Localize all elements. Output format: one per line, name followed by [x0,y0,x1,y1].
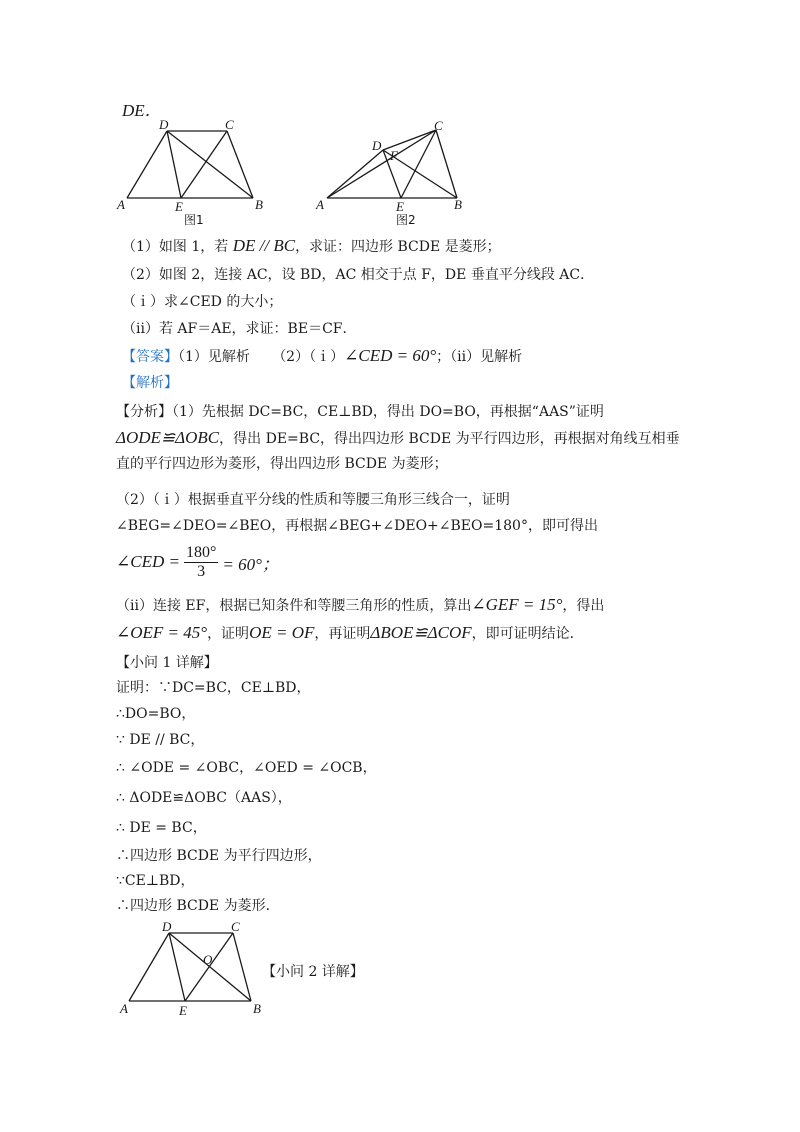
detail-2-tag: 【小问 2 详解】 [262,964,364,980]
fig2-segment-AC [327,130,436,198]
fig3-label-E: E [179,1003,187,1018]
fig1-segment-EC [181,131,227,198]
analysis-line-8-math-2: OE = OF [249,623,315,642]
detail-1-line: ∴四边形 BCDE 为菱形． [116,898,280,914]
fig3-segment-DB [169,933,251,1001]
detail-1-line: ∴ ΔODE≌ΔOBC（AAS）， [116,790,292,806]
fig2-label-F: F [390,148,398,163]
analysis-line-7-math: ∠GEF = 15° [471,595,563,614]
fraction-numerator: 180° [185,543,217,561]
analysis-line-6 [116,540,279,584]
detail-1-line: ∵CE⊥BD， [116,873,195,889]
fraction [184,544,218,581]
analysis-line-7-text: （ii）连接 EF，根据已知条件和等腰三角形的性质，算出 [116,598,472,614]
analysis-line-3: 直的平行四边形为菱形，得出四边形 BCDE 为菱形； [116,456,448,472]
fig2-caption: 图2 [396,213,416,227]
detail-1-line: ∴ DE = BC， [116,820,207,836]
question-2: （2）如图 2，连接 AC，设 BD，AC 相交于点 F，DE 垂直平分线段 AC． [122,267,595,283]
analysis-line-6-rhs: = 60°； [222,554,279,574]
answer-part-2-label: （2）（ｉ） [272,349,345,365]
detail-1-line: ∴ ∠ODE = ∠OBC，∠OED = ∠OCB， [116,760,377,776]
question-1-tail: ，求证：四边形 BCDE 是菱形； [295,239,501,255]
answer-line [122,346,522,367]
analysis-line-7-tail: ，得出 [562,598,605,614]
detail-1-line: ∴四边形 BCDE 为平行四边形， [116,848,322,864]
analysis-line-4: （2）（ｉ）根据垂直平分线的性质和等腰三角形三线合一，证明 [116,492,510,508]
fig3-segment-EC [185,933,233,1001]
answer-part-1: （1）见解析 [178,349,250,365]
figure-1 [115,118,275,230]
fig2-label-A: A [316,197,324,212]
analysis-line-2 [116,428,680,449]
fig2-label-C: C [434,118,443,133]
analysis-line-8-text-2: ，再证明 [314,626,371,642]
analysis-line-8-tail: ，即可证明结论． [471,626,584,642]
fig1-segment-AD [127,131,167,198]
analysis-line-8-math-1: ∠OEF = 45° [116,623,208,642]
fig2-segment-AD [327,150,383,198]
fig3-segment-DE [169,933,185,1001]
fig2-label-E: E [396,199,404,214]
question-1-text: （1）如图 1，若 [122,239,229,255]
fig2-label-D: D [372,138,382,153]
answer-part-2-math: ∠CED = 60° [344,346,437,365]
fig3-label-O: O [203,952,213,967]
fig3-label-B: B [253,1001,261,1016]
fig3-segment-AD [129,933,169,1001]
detail-1-tag: 【小问 1 详解】 [116,655,218,671]
question-2-ii: （ii）若 AF＝AE，求证：BE＝CF． [122,321,357,337]
question-1 [122,236,501,257]
fraction-denominator: 3 [197,562,206,580]
analysis-line-8-math-3: ΔBOE≌ΔCOF [370,623,472,642]
fig3-label-A: A [120,1001,128,1016]
analysis-line-2-text: ，得出 DE=BC，得出四边形 BCDE 为平行四边形，再根据对角线互相垂 [219,431,680,447]
fig1-caption: 图1 [184,213,204,227]
analysis-line-8 [116,623,584,644]
detail-1-line: ∵ DE // BC， [116,732,205,748]
fig1-label-B: B [255,197,263,212]
detail-1-line: ∴DO=BO， [116,706,196,722]
detail-1-line: 证明：∵DC=BC，CE⊥BD， [116,680,311,696]
fig3-label-C: C [231,919,240,934]
fig1-label-C: C [225,118,234,132]
fig3-label-D: D [162,919,172,934]
analysis-line-2-math: ΔODE≌ΔOBC [116,428,220,447]
fig1-label-D: D [159,118,169,132]
fig1-label-A: A [117,197,125,212]
figure-2 [312,118,472,230]
analysis-tag: 【解析】 [122,375,178,391]
fig2-segment-CB [436,130,457,198]
fig1-label-E: E [175,199,183,214]
fig3-segment-CB [233,933,251,1001]
figure-3 [115,918,275,1020]
question-2-i: （ｉ）求∠CED 的大小； [122,294,283,310]
analysis-line-8-text-1: ，证明 [207,626,250,642]
fig2-label-B: B [454,197,462,212]
question-1-math: DE // BC [232,236,296,255]
analysis-line-5: ∠BEG=∠DEO=∠BEO，再根据∠BEG+∠DEO+∠BEO=180°，即可得出 [116,518,598,534]
answer-part-2-tail: ；（ii）见解析 [436,349,523,365]
answer-tag: 【答案】 [122,349,178,365]
analysis-line-7 [116,595,604,616]
analysis-line-1: 【分析】（1）先根据 DC=BC，CE⊥BD，得出 DO=BO，再根据“AAS”证明 [116,404,604,420]
top-fragment: DE． [122,101,162,120]
analysis-line-6-lhs: ∠CED = [116,552,180,571]
